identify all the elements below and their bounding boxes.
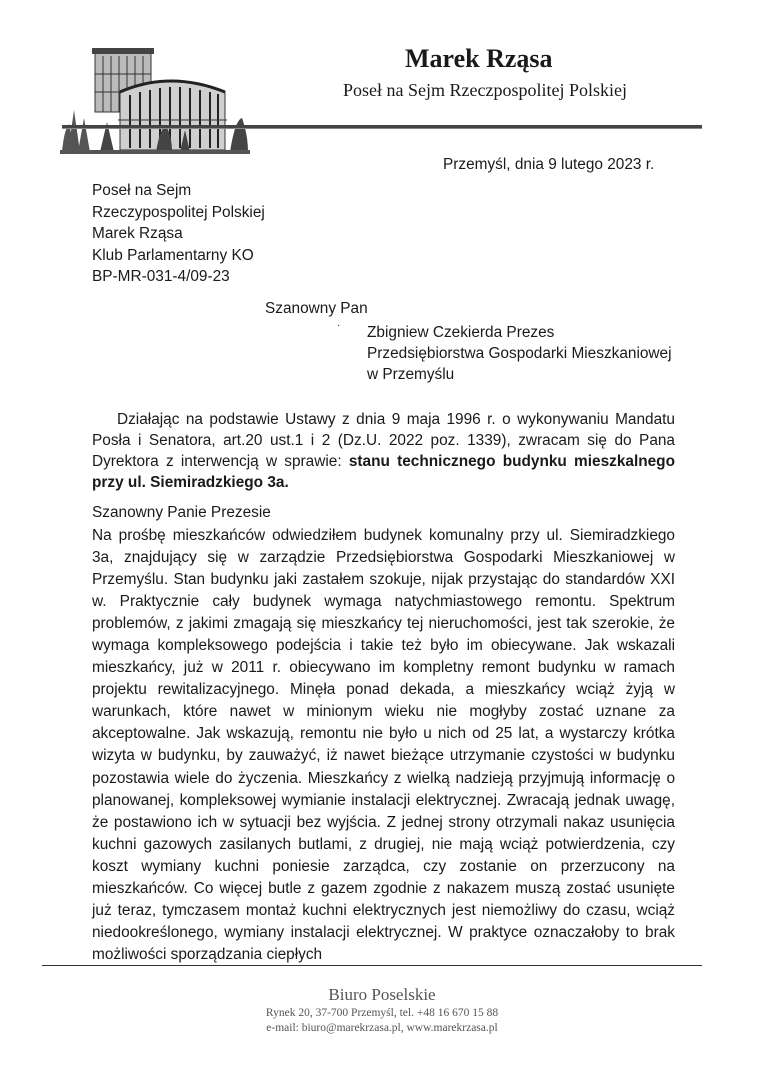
footer-address: Rynek 20, 37-700 Przemyśl, tel. +48 16 670 15 88 xyxy=(265,1007,499,1019)
bullet-mark: · xyxy=(337,321,341,332)
sender-line: Marek Rząsa xyxy=(92,225,183,242)
recipient-line: Przedsiębiorstwa Gospodarki Mieszkaniowej xyxy=(367,345,672,362)
recipient-greeting: Szanowny Pan xyxy=(265,300,368,317)
sender-line: Poseł na Sejm xyxy=(92,182,192,199)
recipient-line: w Przemyślu xyxy=(367,366,455,383)
body-paragraph: Na prośbę mieszkańców odwiedziłem budynek komunalny przy ul. Siemiradzkiego 3a, znajdujący się w zarządzie Przedsiębiorstwa Gospodarki Mieszkaniowej w Przemyślu. Stan budynku jaki zastałem szokuje, nijak przystając do standardów XXI w. Praktycznie cały budynek wymaga natychmiastowego remontu. Spektrum problemów, z jakimi zmagają się mieszkańcy tej nieruchomości, jest tak szerokie, że wymaga kompleksowego podejścia i takie też było im obiecywane. Jak wskazali mieszkańcy, już w 2011 r. obiecywano im kompletny remont budynku w ramach projektu rewitalizacyjnego. Minęła ponad dekada, a mieszkańcy wciąż żyją w warunkach, które nawet w minionym wieku nie mogłyby zostać uznane za akceptowalne. Jak wskazują, remontu nie było u nich od 25 lat, a wystarczy krótka wizyta w budynku, by zauważyć, iż nawet bieżące utrzymanie czystości w budynku pozostawia wiele do życzenia. Mieszkańcy z wielką nadzieją przyjmują informację o planowanej, kompleksowej wymianie instalacji elektrycznej. Zwracają jednak uwagę, że postawiono ich w sytuacji bez wyjścia. Z jednej strony otrzymali nakaz usunięcia kuchni gazowych zasilanych butlami, z drugiej, nie mają wciąż potwierdzenia, czy koszt wymiany kuchni poniesie zarządca, czy zostanie on przerzucony na mieszkańców. Co więcej butle z gazem zgodnie z nakazem muszą zostać usunięte już teraz, tymczasem montaż kuchni elektrycznych jest niemożliwy do czasu, wciąż niedookreślonego, wymiany instalacji elektrycznej. W praktyce oznaczałoby to brak możliwości sporządzania ciepłych xyxy=(92,527,675,963)
sender-line: Rzeczypospolitej Polskiej xyxy=(92,203,265,221)
intro-text: Działając na podstawie Ustawy z dnia 9 maja 1996 r. o wykonywaniu Mandatu Posła i Senatora, art.20 ust.1 i 2 (Dz.U. 2022 poz. 1339), zwracam się do Pana Dyrektora z interwencją w sprawie: xyxy=(92,411,675,470)
intro-paragraph xyxy=(92,409,675,493)
sender-line: Klub Parlamentarny KO xyxy=(92,246,254,264)
header-divider xyxy=(62,125,702,129)
footer-office-title: Biuro Poselskie xyxy=(328,985,436,1004)
letterhead-title: Poseł na Sejm Rzeczpospolitej Polskiej xyxy=(343,80,627,100)
salutation: Szanowny Panie Prezesie xyxy=(92,504,271,521)
sender-reference-number: BP-MR-031-4/09-23 xyxy=(92,268,230,285)
letterhead-name: Marek Rząsa xyxy=(405,44,553,73)
sender-block xyxy=(92,180,265,288)
footer-contact: e-mail: biuro@marekrzasa.pl, www.marekrzasa.pl xyxy=(266,1022,498,1034)
footer-divider xyxy=(42,965,702,966)
intro-subject-bold: stanu technicznego budynku mieszkalnego przy ul. Siemiradzkiego 3a. xyxy=(92,453,675,491)
recipient-address xyxy=(367,322,672,385)
date-line: Przemyśl, dnia 9 lutego 2023 r. xyxy=(443,156,655,173)
recipient-line: Zbigniew Czekierda Prezes xyxy=(367,324,555,341)
sejm-building-icon xyxy=(60,40,250,155)
